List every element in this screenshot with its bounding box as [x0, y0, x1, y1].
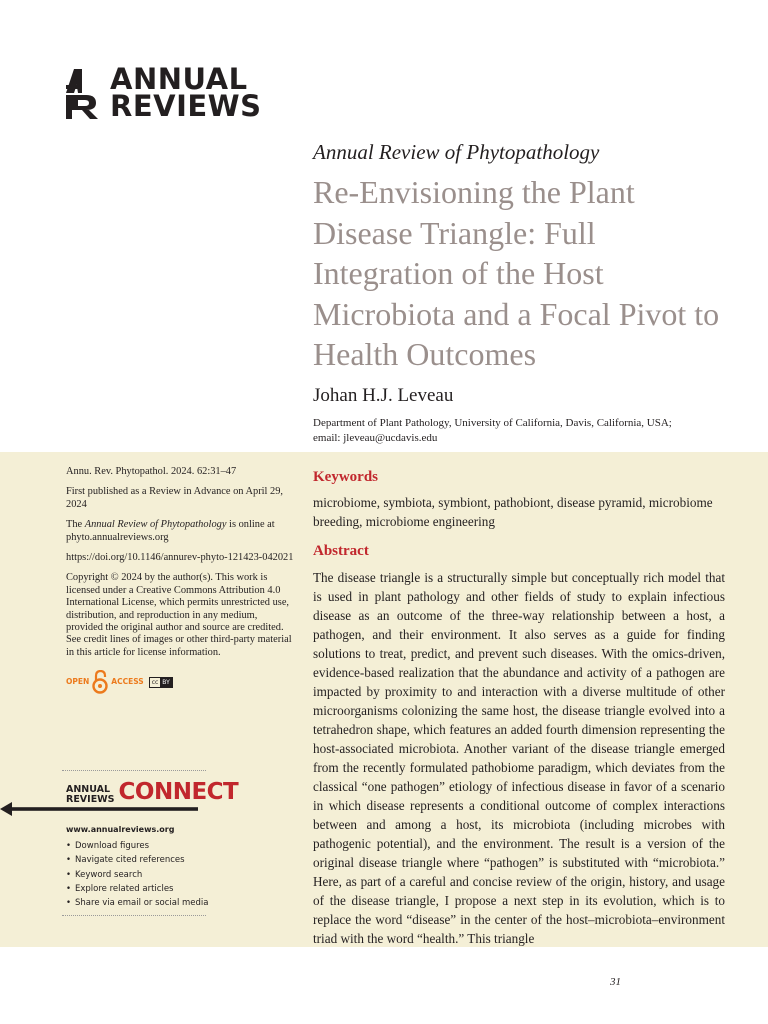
list-item: • Navigate cited references — [66, 853, 209, 867]
first-published: First published as a Review in Advance on April 29, 2024 — [66, 486, 284, 510]
author-affiliation — [313, 416, 733, 445]
connect-reviews: REVIEWS — [66, 793, 115, 805]
open-access-lock-icon — [92, 670, 108, 694]
affiliation-text: Department of Plant Pathology, University of California, Davis, California, USA; — [313, 417, 672, 429]
annual-reviews-connect — [40, 770, 239, 805]
access-label: ACCESS — [111, 677, 144, 687]
open-label: OPEN — [66, 677, 90, 687]
list-item: • Explore related articles — [66, 882, 209, 896]
doi-link[interactable]: https://doi.org/10.1146/annurev-phyto-121423-042021 — [66, 552, 294, 564]
keywords-text: microbiome, symbiota, symbiont, pathobiont, disease pyramid, microbiome breeding, microbiome engineering — [313, 495, 713, 529]
copyright: Copyright © 2024 by the author(s). This work is licensed under a Creative Commons Attribution 4.0 International License, which permits unrestricted use, distribution, and reproduction in any medium, provided the original author and source are credited. See credit lines of images or other third-party material in this article for license information. — [66, 572, 292, 658]
annual-reviews-logo — [64, 62, 262, 123]
author-email[interactable]: email: jleveau@ucdavis.edu — [313, 431, 438, 444]
online-post: is online at phyto.annualreviews.org — [66, 519, 275, 543]
online-pre: The — [66, 519, 85, 531]
connect-annual: ANNUAL — [66, 784, 111, 795]
author-name: Johan H.J. Leveau — [313, 385, 454, 406]
open-access-badge[interactable] — [66, 669, 294, 695]
connect-url[interactable]: www.annualreviews.org — [66, 825, 175, 834]
online-info — [66, 519, 294, 544]
connect-divider-top — [62, 770, 206, 771]
citation: Annu. Rev. Phytopathol. 2024. 62:31–47 — [66, 466, 237, 477]
ar-logo-mark-icon — [64, 67, 102, 119]
logo-line-annual: ANNUAL — [110, 62, 248, 96]
connect-word: CONNECT — [118, 779, 239, 805]
list-item: • Keyword search — [66, 868, 209, 882]
by-label: BY — [162, 678, 170, 686]
journal-name: Annual Review of Phytopathology — [313, 140, 600, 164]
keywords-heading: Keywords — [313, 469, 378, 485]
cc-by-license-icon — [149, 677, 173, 688]
connect-header — [66, 779, 239, 805]
article-title: Re-Envisioning the Plant Disease Triangle: Full Integration of the Host Microbiota and a Focal Pivot to Health Outcomes — [313, 174, 720, 372]
online-journal: Annual Review of Phytopathology — [84, 519, 227, 531]
list-item: • Share via email or social media — [66, 896, 209, 910]
connect-features-list — [66, 839, 209, 910]
arrow-left-icon — [0, 802, 200, 816]
list-item: • Download figures — [66, 839, 209, 853]
abstract-text: The disease triangle is a structurally simple but conceptually rich model that is used in plant pathology and other fields of study to explain infectious disease as an outcome of the three-way relationship between a host, a pathogen, and their environment. It also serves as a guide for finding solutions to treat, predict, and prevent such diseases. With the omics-driven, evidence-based realization that the abundance and activity of a pathogen are impacted by proximity to and interaction with a diverse multitude of other microorganisms colonizing the same host, the disease triangle evolved into a tetrahedron shape, which features an added fourth dimension representing the host-associated microbiota. Another variant of the disease triangle emerged from the recently formulated pathobiome paradigm, which deviates from the classical “one pathogen” etiology of infectious disease in favor of a scenario in which disease represents a conditional outcome of complex interactions between and among a host, its microbiota (including microbes with pathogenic potential), and the environment. The result is a version of the original disease triangle where “pathogen” is substituted with “microbiota.” Here, as part of a careful and concise review of the origin, history, and usage of the disease triangle, I propose a next step in its evolution, which is to replace the word “disease” in the center of the host–microbiota–environment triad with the word “health.” This triangle — [313, 570, 725, 946]
cc-label: cc — [151, 678, 159, 686]
page-number: 31 — [610, 976, 621, 988]
abstract-heading: Abstract — [313, 543, 369, 559]
connect-divider-bottom — [62, 915, 206, 916]
article-info-sidebar — [66, 466, 294, 695]
logo-line-reviews: REVIEWS — [110, 89, 262, 123]
